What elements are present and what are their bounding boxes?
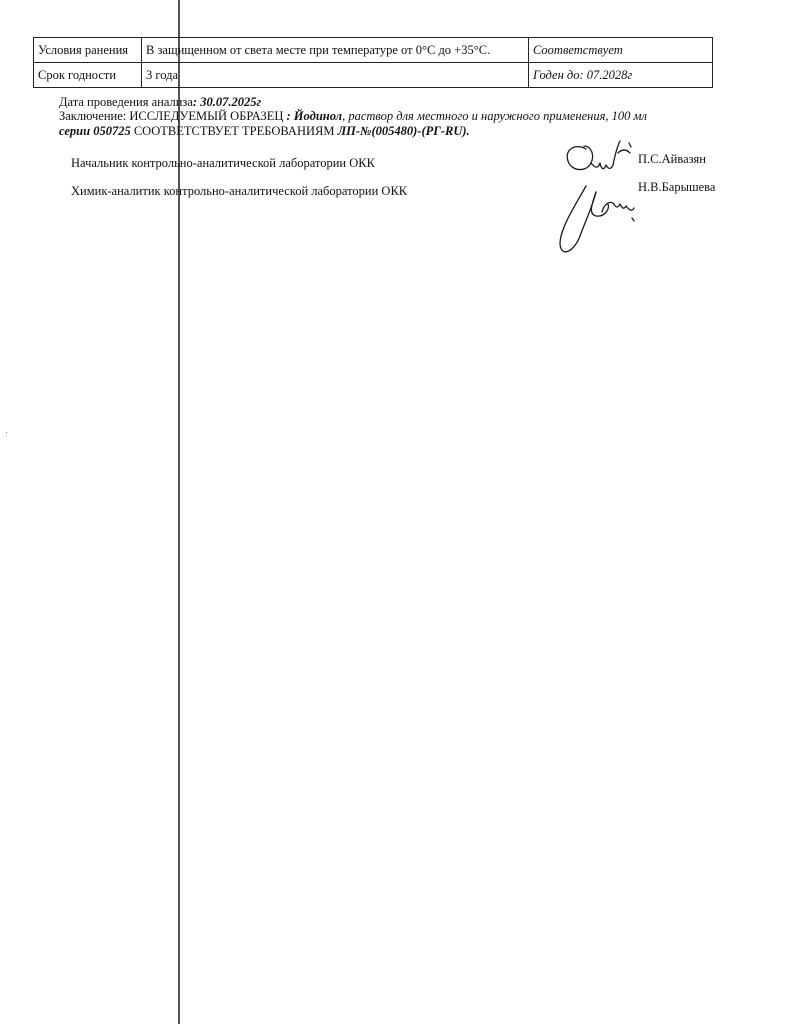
conclusion-product-desc: , раствор для местного и наружного применения, 100 мл (342, 109, 647, 123)
conclusion-batch: серии 050725 (59, 124, 131, 138)
signatory-name: П.С.Айвазян (638, 152, 706, 166)
table-row (34, 38, 713, 63)
conclusion-verdict-line (59, 124, 470, 139)
conclusion-standard: ЛП-№(005480)-(РГ-RU). (337, 124, 470, 138)
requirement-cell: 3 года (142, 63, 529, 88)
result-cell: Соответствует (529, 38, 713, 63)
parameter-cell: Условия ранения (34, 38, 142, 63)
analysis-date-value: : 30.07.2025г (192, 95, 262, 109)
scan-artifact-line (178, 0, 180, 1024)
analysis-date-label: Дата проведения анализа (59, 95, 193, 109)
signatory-position: Начальник контрольно-аналитической лаборатории ОКК (71, 156, 375, 170)
signatory-position: Химик-аналитик контрольно-аналитической лаборатории ОКК (71, 184, 408, 198)
results-table (33, 37, 713, 88)
requirement-cell: В защищенном от света месте при температуре от 0°С до +35°С. (142, 38, 529, 63)
table-row (34, 63, 713, 88)
signature-2 (552, 178, 662, 258)
conclusion-label: Заключение: ИССЛЕДУЕМЫЙ ОБРАЗЕЦ (59, 109, 284, 123)
signatory-name: Н.В.Барышева (638, 180, 716, 194)
conclusion-line (59, 109, 647, 124)
conclusion-product: : Йодинол (283, 109, 343, 123)
conclusion-verdict: СООТВЕТСТВУЕТ ТРЕБОВАНИЯМ (130, 124, 338, 138)
parameter-cell: Срок годности (34, 63, 142, 88)
result-cell: Годен до: 07.2028г (529, 63, 713, 88)
scan-speck (6, 432, 7, 433)
analysis-date-line (59, 95, 261, 110)
